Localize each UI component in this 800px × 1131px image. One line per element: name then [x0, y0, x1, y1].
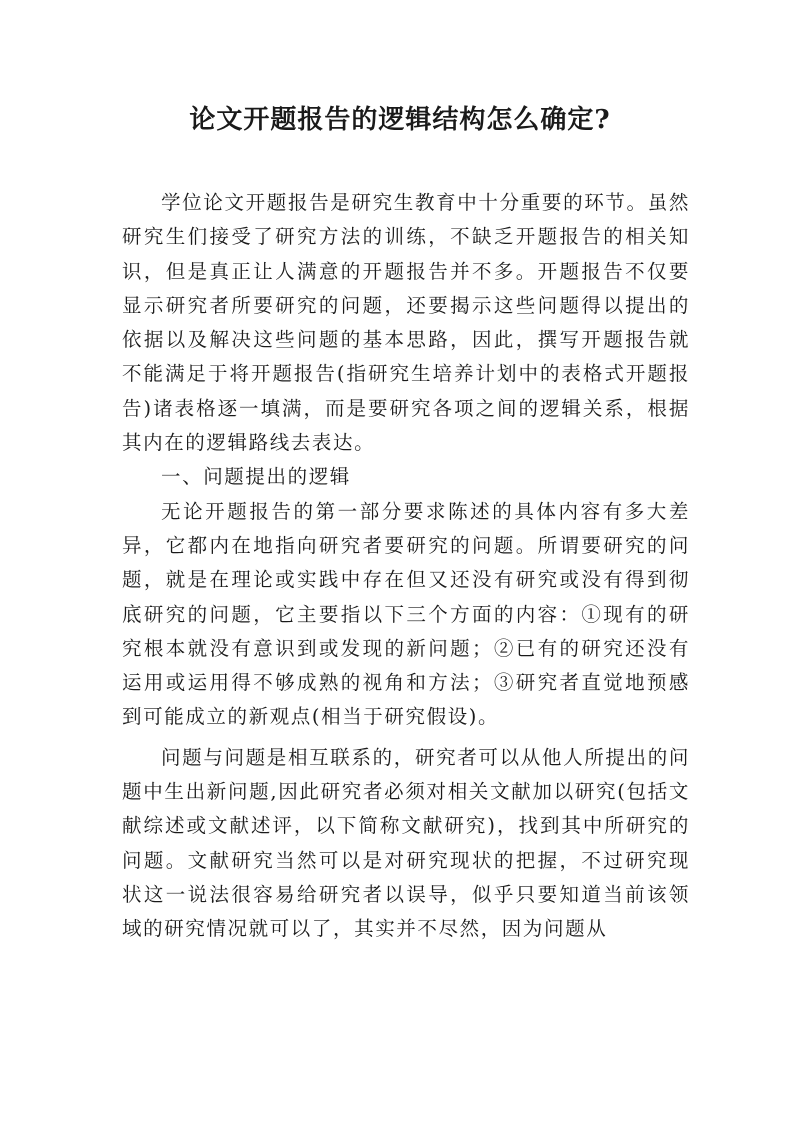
section-paragraph-2: 问题与问题是相互联系的，研究者可以从他人所提出的问题中生出新问题,因此研究者必须对相关文献加以研究(包括文献综述或文献述评，以下简称文献研究)，找到其中所研究的问题。文献研究当然可以是对研究现状的把握，不过研究现状这一说法很容易给研究者以误导，似乎只要知道当前该领域的研究情况就可以了，其实并不尽然，因为问题从 [122, 745, 690, 941]
intro-paragraph: 学位论文开题报告是研究生教育中十分重要的环节。虽然研究生们接受了研究方法的训练，不缺乏开题报告的相关知识，但是真正让人满意的开题报告并不多。开题报告不仅要显示研究者所要研究的问题，还要揭示这些问题得以提出的依据以及解决这些问题的基本思路，因此，撰写开题报告就不能满足于将开题报告(指研究生培养计划中的表格式开题报告)诸表格逐一填满，而是要研究各项之间的逻辑关系，根据其内在的逻辑路线去表达。 [122, 191, 690, 455]
section-heading: 一、问题提出的逻辑 [161, 465, 351, 489]
document-body [122, 186, 690, 947]
document-title: 论文开题报告的逻辑结构怎么确定? [189, 105, 611, 135]
section-paragraph-1: 无论开题报告的第一部分要求陈述的具体内容有多大差异，它都内在地指向研究者要研究的问题。所谓要研究的问题，就是在理论或实践中存在但又还没有研究或没有得到彻底研究的问题，它主要指以下三个方面的内容：①现有的研究根本就没有意识到或发现的新问题；②已有的研究还没有运用或运用得不够成熟的视角和方法；③研究者直觉地预感到可能成立的新观点(相当于研究假设)。 [122, 499, 690, 729]
